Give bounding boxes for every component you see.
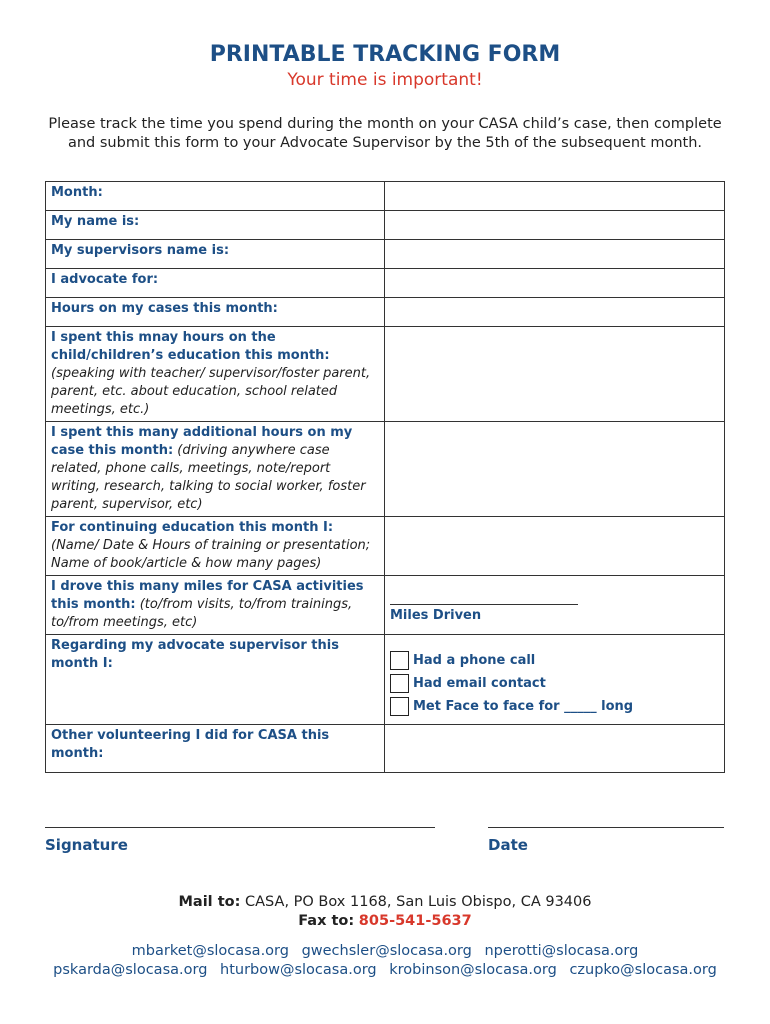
form-row-supervisor-contact <box>46 635 725 725</box>
education-hint: (speaking with teacher/ supervisor/foster parent, parent, etc. about education, school related meetings, etc.) <box>51 366 371 417</box>
form-row-other <box>46 725 725 773</box>
email-link[interactable]: czupko@slocasa.org <box>569 962 717 978</box>
form-row-hours <box>46 298 725 327</box>
email-link[interactable]: mbarket@slocasa.org <box>131 943 289 959</box>
advocate-for-label: I advocate for: <box>51 272 159 287</box>
miles-label-text: I drove this many miles for CASA activities this month: <box>51 579 364 612</box>
form-row-supervisor <box>46 240 725 269</box>
email-link[interactable]: hturbow@slocasa.org <box>220 962 377 978</box>
additional-hint: (driving anywhere case related, phone calls, meetings, note/report writing, research, talking to social worker, foster parent, supervisor, etc) <box>51 443 366 512</box>
continuing-field[interactable] <box>385 517 725 576</box>
miles-hint: (to/from visits, to/from trainings, to/from meetings, etc) <box>51 597 353 630</box>
form-row-miles <box>46 576 725 635</box>
fax-to-label: Fax to: <box>298 913 355 929</box>
other-volunteering-field[interactable] <box>385 725 725 773</box>
signature-label: Signature <box>45 836 128 854</box>
form-row-education <box>46 327 725 422</box>
form-row-additional <box>46 422 725 517</box>
miles-input-line[interactable] <box>390 604 578 605</box>
advocate-for-field[interactable] <box>385 269 725 298</box>
supervisor-contact-options <box>385 635 725 725</box>
hours-label: Hours on my cases this month: <box>51 301 278 316</box>
email-link[interactable]: nperotti@slocasa.org <box>484 943 639 959</box>
supervisor-field[interactable] <box>385 240 725 269</box>
fax-number: 805-541-5637 <box>358 913 472 929</box>
name-field[interactable] <box>385 211 725 240</box>
face-to-face-label: Met Face to face for _____ long <box>413 698 634 714</box>
continuing-hint: (Name/ Date & Hours of training or presentation; Name of book/article & how many pages) <box>51 538 371 571</box>
date-line[interactable] <box>488 827 724 828</box>
email-list-line-1 <box>0 943 770 959</box>
supervisor-label: My supervisors name is: <box>51 243 230 258</box>
form-row-advocate-for <box>46 269 725 298</box>
additional-field[interactable] <box>385 422 725 517</box>
education-field[interactable] <box>385 327 725 422</box>
face-to-face-checkbox[interactable] <box>390 697 409 716</box>
form-row-month <box>46 182 725 211</box>
tracking-form-table <box>45 181 725 773</box>
page-title: PRINTABLE TRACKING FORM <box>209 42 561 67</box>
supervisor-contact-label: Regarding my advocate supervisor this month I: <box>51 638 339 671</box>
email-contact-checkbox[interactable] <box>390 674 409 693</box>
mail-to-label: Mail to: <box>178 894 241 910</box>
miles-driven-label: Miles Driven <box>390 608 482 623</box>
email-link[interactable]: krobinson@slocasa.org <box>389 962 557 978</box>
email-link[interactable]: gwechsler@slocasa.org <box>301 943 472 959</box>
form-row-name <box>46 211 725 240</box>
mail-to-line <box>0 894 770 910</box>
name-label: My name is: <box>51 214 140 229</box>
option-phone-call[interactable] <box>390 649 719 672</box>
date-label: Date <box>488 836 528 854</box>
other-volunteering-label: Other volunteering I did for CASA this month: <box>51 728 330 761</box>
additional-label: I spent this many additional hours on my case this month: <box>51 425 353 458</box>
continuing-label: For continuing education this month I: <box>51 520 334 535</box>
option-face-to-face[interactable] <box>390 695 719 718</box>
miles-field[interactable] <box>385 576 725 635</box>
education-label: I spent this mnay hours on the child/children’s education this month: <box>51 330 330 363</box>
email-contact-label: Had email contact <box>413 675 546 691</box>
phone-call-checkbox[interactable] <box>390 651 409 670</box>
signature-line[interactable] <box>45 827 435 828</box>
email-link[interactable]: pskarda@slocasa.org <box>53 962 208 978</box>
month-field[interactable] <box>385 182 725 211</box>
fax-to-line <box>0 913 770 929</box>
mail-address: CASA, PO Box 1168, San Luis Obispo, CA 93406 <box>245 894 592 910</box>
intro-text: Please track the time you spend during the month on your CASA child’s case, then complete and submit this form to your Advocate Supervisor by the 5th of the subsequent month. <box>48 116 722 151</box>
phone-call-label: Had a phone call <box>413 652 536 668</box>
email-list-line-2 <box>0 962 770 978</box>
hours-field[interactable] <box>385 298 725 327</box>
month-label: Month: <box>51 185 103 200</box>
option-email-contact[interactable] <box>390 672 719 695</box>
form-row-continuing <box>46 517 725 576</box>
page-subtitle: Your time is important! <box>287 70 483 90</box>
